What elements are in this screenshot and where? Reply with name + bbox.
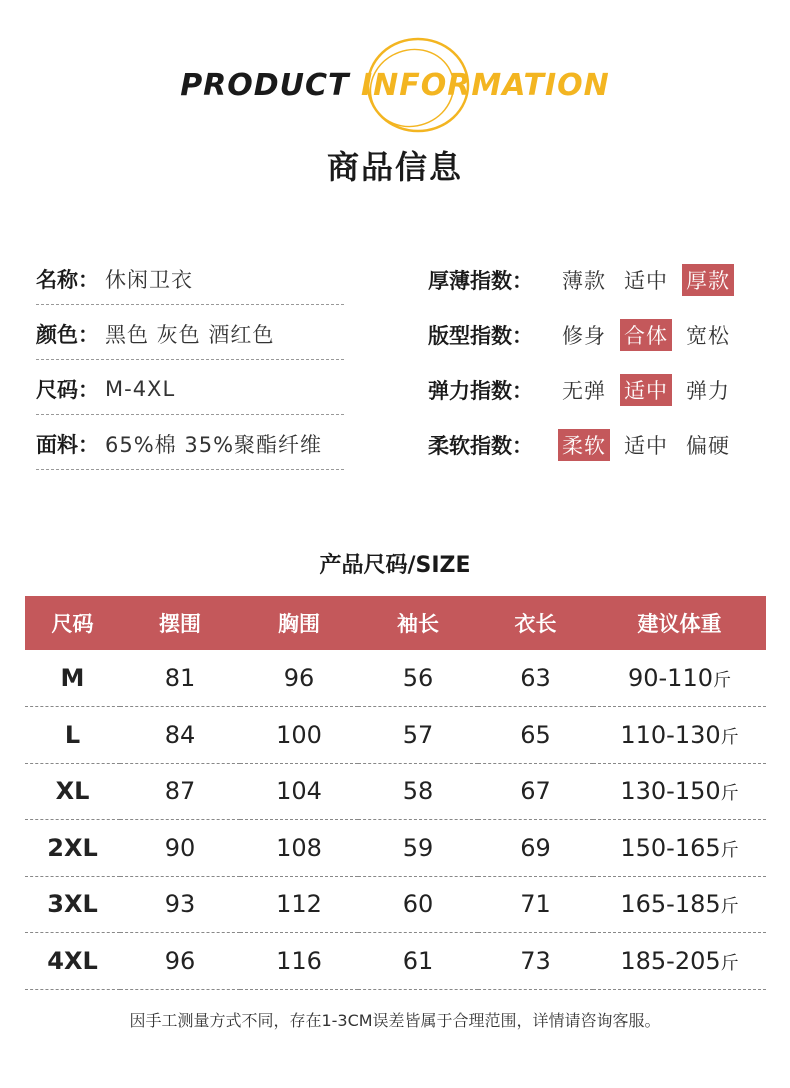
index-row-fit — [428, 305, 768, 360]
info-value: 休闲卫衣 — [105, 268, 193, 292]
index-option: 适中 — [624, 268, 668, 293]
header — [0, 30, 790, 140]
index-option: 厚款 — [682, 264, 734, 296]
measurement-note: 因手工测量方式不同，存在1-3CM误差皆属于合理范围，详情请咨询客服。 — [129, 1011, 661, 1030]
index-option: 无弹 — [562, 378, 606, 403]
size-cell: XL — [25, 763, 120, 820]
table-row — [25, 707, 766, 764]
length-cell: 63 — [478, 650, 593, 707]
weight-unit: 斤 — [720, 839, 739, 861]
index-list — [428, 250, 768, 470]
weight-value: 110-130 — [620, 720, 721, 749]
info-key: 颜色： — [36, 323, 99, 347]
info-value: 65%棉 35%聚酯纤维 — [105, 433, 323, 457]
hem-cell: 84 — [120, 707, 240, 764]
weight-value: 185-205 — [620, 946, 721, 975]
sleeve-cell: 57 — [358, 707, 478, 764]
info-key: 面料： — [36, 433, 99, 457]
index-key: 柔软指数： — [428, 433, 533, 458]
index-option: 适中 — [620, 374, 672, 406]
index-option: 宽松 — [686, 323, 730, 348]
sleeve-cell: 56 — [358, 650, 478, 707]
chest-cell: 96 — [240, 650, 358, 707]
weight-cell — [593, 876, 766, 933]
column-header: 尺码 — [25, 596, 120, 650]
index-key: 弹力指数： — [428, 378, 533, 403]
brand-word-product: PRODUCT — [180, 68, 350, 103]
info-key: 名称： — [36, 268, 99, 292]
index-option: 偏硬 — [686, 433, 730, 458]
sleeve-cell: 61 — [358, 933, 478, 990]
weight-cell — [593, 763, 766, 820]
table-row — [25, 650, 766, 707]
brand-heading — [0, 68, 790, 103]
hem-cell: 87 — [120, 763, 240, 820]
weight-unit: 斤 — [720, 783, 739, 805]
basic-info-list — [36, 250, 344, 470]
sleeve-cell: 60 — [358, 876, 478, 933]
info-row-color — [36, 305, 344, 360]
index-option: 柔软 — [558, 429, 610, 461]
index-option: 适中 — [624, 433, 668, 458]
table-row — [25, 876, 766, 933]
size-table — [25, 596, 766, 990]
length-cell: 73 — [478, 933, 593, 990]
column-header: 衣长 — [478, 596, 593, 650]
chest-cell: 100 — [240, 707, 358, 764]
size-cell: 4XL — [25, 933, 120, 990]
weight-unit: 斤 — [720, 726, 739, 748]
info-value: M-4XL — [105, 377, 176, 401]
index-key: 厚薄指数： — [428, 268, 533, 293]
chest-cell: 116 — [240, 933, 358, 990]
hem-cell: 96 — [120, 933, 240, 990]
weight-unit: 斤 — [713, 670, 731, 691]
sleeve-cell: 59 — [358, 820, 478, 877]
index-option: 弹力 — [686, 378, 730, 403]
index-row-softness — [428, 415, 768, 470]
size-cell: 2XL — [25, 820, 120, 877]
chest-cell: 112 — [240, 876, 358, 933]
info-value: 黑色 灰色 酒红色 — [105, 323, 275, 347]
column-header: 建议体重 — [593, 596, 766, 650]
info-row-name — [36, 250, 344, 305]
chest-cell: 108 — [240, 820, 358, 877]
table-row — [25, 820, 766, 877]
hem-cell: 81 — [120, 650, 240, 707]
length-cell: 65 — [478, 707, 593, 764]
brand-word-information: INFORMATION — [360, 68, 610, 103]
weight-cell — [593, 933, 766, 990]
index-row-elasticity — [428, 360, 768, 415]
weight-value: 130-150 — [620, 777, 721, 806]
weight-value: 90-110 — [627, 664, 713, 692]
size-cell: 3XL — [25, 876, 120, 933]
size-cell: L — [25, 707, 120, 764]
column-header: 胸围 — [240, 596, 358, 650]
length-cell: 67 — [478, 763, 593, 820]
hem-cell: 90 — [120, 820, 240, 877]
length-cell: 69 — [478, 820, 593, 877]
index-option: 薄款 — [562, 268, 606, 293]
table-row — [25, 763, 766, 820]
info-key: 尺码： — [36, 378, 99, 402]
table-row — [25, 933, 766, 990]
info-row-fabric — [36, 415, 344, 470]
index-option: 合体 — [620, 319, 672, 351]
info-row-size — [36, 360, 344, 415]
size-table-header — [25, 596, 766, 650]
column-header: 袖长 — [358, 596, 478, 650]
weight-value: 150-165 — [620, 833, 721, 862]
weight-cell — [593, 707, 766, 764]
index-option: 修身 — [562, 323, 606, 348]
index-row-thickness — [428, 250, 768, 305]
page-title: 商品信息 — [326, 148, 463, 186]
weight-cell — [593, 820, 766, 877]
size-cell: M — [25, 650, 120, 707]
size-section-title: 产品尺码/SIZE — [319, 553, 471, 578]
column-header: 摆围 — [120, 596, 240, 650]
weight-value: 165-185 — [620, 890, 721, 919]
chest-cell: 104 — [240, 763, 358, 820]
weight-cell — [593, 650, 766, 707]
index-key: 版型指数： — [428, 323, 533, 348]
weight-unit: 斤 — [720, 896, 739, 918]
hem-cell: 93 — [120, 876, 240, 933]
sleeve-cell: 58 — [358, 763, 478, 820]
weight-unit: 斤 — [720, 952, 739, 974]
length-cell: 71 — [478, 876, 593, 933]
